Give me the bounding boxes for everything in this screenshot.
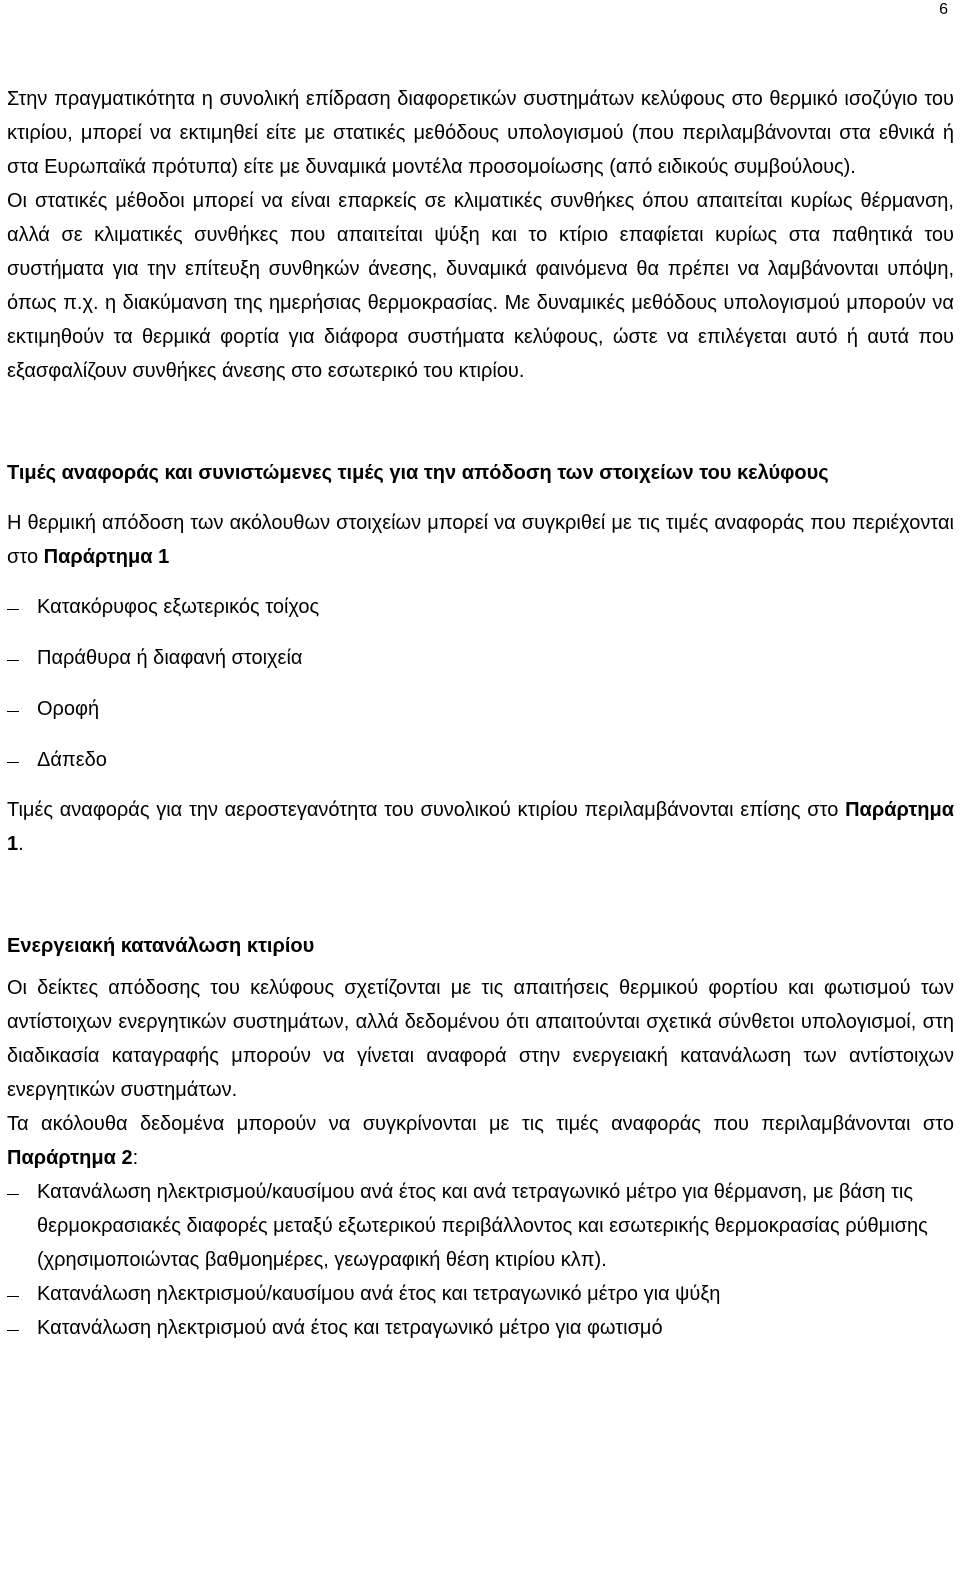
annex-2-reference: Παράρτημα 2 bbox=[7, 1147, 133, 1169]
heading-energy-consumption: Ενεργειακή κατανάλωση κτιρίου bbox=[7, 935, 315, 957]
list-item: Οροφή bbox=[7, 692, 954, 726]
annex-1-reference: Παράρτημα 1 bbox=[43, 546, 170, 568]
paragraph-thermal-performance bbox=[7, 506, 954, 574]
list-item: Κατανάλωση ηλεκτρισμού/καυσίμου ανά έτος και τετραγωνικό μέτρο για ψύξη bbox=[7, 1277, 954, 1311]
paragraph-airtightness-text: Τιμές αναφοράς για την αεροστεγανότητα του συνολικού κτιρίου περιλαμβάνονται επίσης στο bbox=[7, 799, 846, 821]
page-number: 6 bbox=[939, 1, 948, 18]
list-item: Παράθυρα ή διαφανή στοιχεία bbox=[7, 641, 954, 675]
list-item: Δάπεδο bbox=[7, 743, 954, 777]
paragraph-comparison bbox=[7, 1107, 954, 1175]
paragraph-airtightness bbox=[7, 793, 954, 861]
list-item: Κατανάλωση ηλεκτρισμού/καυσίμου ανά έτος και ανά τετραγωνικό μέτρο για θέρμανση, με βάση τις θερμοκρασιακές διαφορές μεταξύ εξωτερικού περιβάλλοντος και εσωτερικής θερμοκρασίας ρύθμισης (χρησιμοποιώντας βαθμοημέρες, γεωγραφική θέση κτιρίου κλπ). bbox=[7, 1175, 954, 1277]
envelope-elements-list bbox=[7, 590, 954, 777]
list-item: Κατανάλωση ηλεκτρισμού ανά έτος και τετραγωνικό μέτρο για φωτισμό bbox=[7, 1311, 954, 1345]
paragraph-intro: Στην πραγματικότητα η συνολική επίδραση διαφορετικών συστημάτων κελύφους στο θερμικό ισοζύγιο του κτιρίου, μπορεί να εκτιμηθεί είτε με στατικές μεθόδους υπολογισμού (που περιλαμβάνονται στα εθνικά ή στα Ευρωπαϊκά πρότυπα) είτε με δυναμικά μοντέλα προσομοίωσης (από ειδικούς συμβούλους). bbox=[7, 88, 954, 178]
punctuation: . bbox=[18, 833, 24, 855]
paragraph-thermal-performance-text: Η θερμική απόδοση των ακόλουθων στοιχείων μπορεί να συγκριθεί με τις τιμές αναφοράς που περιέχονται στο bbox=[7, 512, 954, 568]
heading-reference-values: Τιμές αναφοράς και συνιστώμενες τιμές για την απόδοση των στοιχείων του κελύφους bbox=[7, 462, 829, 484]
paragraph-performance-indicators: Οι δείκτες απόδοσης του κελύφους σχετίζονται με τις απαιτήσεις θερμικού φορτίου και φωτισμού των αντίστοιχων ενεργητικών συστημάτων, αλλά δεδομένου ότι απαιτούνται σχετικά σύνθετοι υπολογισμοί, στη διαδικασία καταγραφής μπορούν να γίνεται αναφορά στην ενεργειακή κατανάλωση των αντίστοιχων ενεργητικών συστημάτων. bbox=[7, 977, 954, 1101]
paragraph-comparison-text: Τα ακόλουθα δεδομένα μπορούν να συγκρίνονται με τις τιμές αναφοράς που περιλαμβάνονται στο bbox=[7, 1113, 954, 1135]
list-item: Κατακόρυφος εξωτερικός τοίχος bbox=[7, 590, 954, 624]
document-body bbox=[7, 82, 954, 1345]
consumption-list bbox=[7, 1175, 954, 1345]
punctuation: : bbox=[132, 1147, 139, 1169]
paragraph-static-methods: Οι στατικές μέθοδοι μπορεί να είναι επαρκείς σε κλιματικές συνθήκες όπου απαιτείται κυρίως θέρμανση, αλλά σε κλιματικές συνθήκες που απαιτείται ψύξη και το κτίριο επαφίεται κυρίως στα παθητικά του συστήματα για την επίτευξη συνθηκών άνεσης, δυναμικά φαινόμενα θα πρέπει να λαμβάνονται υπόψη, όπως π.χ. η διακύμανση της ημερήσιας θερμοκρασίας. Με δυναμικές μεθόδους υπολογισμού μπορούν να εκτιμηθούν τα θερμικά φορτία για διάφορα συστήματα κελύφους, ώστε να επιλέγεται αυτό ή αυτά που εξασφαλίζουν συνθήκες άνεσης στο εσωτερικό του κτιρίου. bbox=[7, 190, 954, 382]
annex-1-reference: Παράρτημα 1 bbox=[7, 799, 954, 855]
